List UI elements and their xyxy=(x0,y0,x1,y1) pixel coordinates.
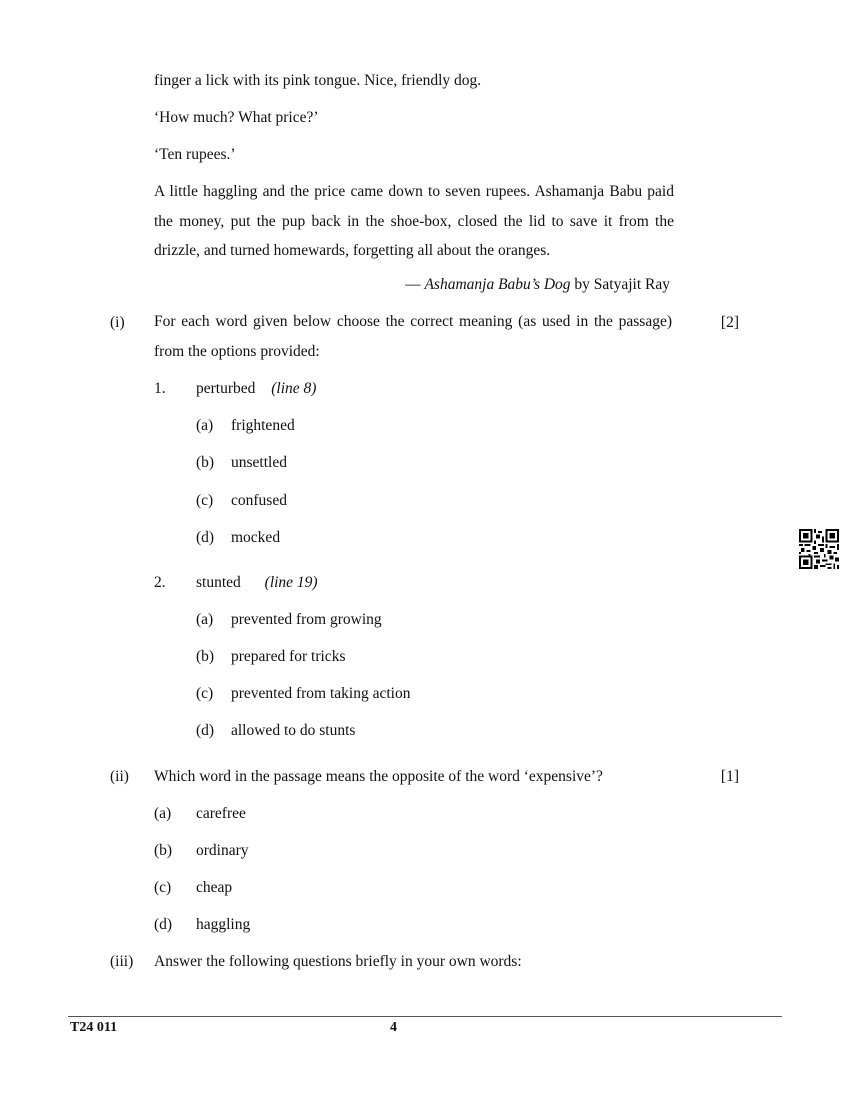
option-label: (a) xyxy=(154,805,172,822)
option-label: (d) xyxy=(196,529,215,546)
question-marks: [2] xyxy=(720,314,739,331)
sub-item-word xyxy=(196,380,316,398)
attribution-title: Ashamanja Babu’s Dog xyxy=(424,276,571,293)
sub-item-number: 2. xyxy=(154,574,166,591)
question-text: For each word given below choose the correct meaning (as used in the passage) from the options provided: xyxy=(154,313,672,360)
question-text: Answer the following questions briefly in your own words: xyxy=(154,953,522,970)
option-text: prevented from taking action xyxy=(231,685,411,702)
option-text: carefree xyxy=(196,805,246,822)
option-label: (a) xyxy=(196,611,214,628)
attribution-author: by Satyajit Ray xyxy=(574,276,670,293)
option-text: prepared for tricks xyxy=(231,648,346,665)
option-text: frightened xyxy=(231,417,295,434)
question-number: (i) xyxy=(110,314,125,331)
option-label: (c) xyxy=(196,685,214,702)
passage-line: ‘How much? What price?’ xyxy=(154,109,319,126)
option-text: confused xyxy=(231,492,287,509)
attribution xyxy=(405,276,670,294)
option-text: haggling xyxy=(196,916,251,933)
option-text: unsettled xyxy=(231,454,287,471)
option-text: mocked xyxy=(231,529,281,546)
option-label: (c) xyxy=(154,879,172,896)
attribution-dash: — xyxy=(405,276,421,293)
sub-item-number: 1. xyxy=(154,380,166,397)
option-label: (b) xyxy=(154,842,173,859)
passage-line: finger a lick with its pink tongue. Nice, friendly dog. xyxy=(154,72,482,89)
option-text: prevented from growing xyxy=(231,611,382,628)
word: stunted xyxy=(196,574,241,591)
option-label: (d) xyxy=(154,916,173,933)
line-ref: (line 8) xyxy=(271,380,317,397)
question-number: (iii) xyxy=(110,953,134,970)
passage-line: ‘Ten rupees.’ xyxy=(154,146,236,163)
page-number: 4 xyxy=(390,1020,397,1035)
question-marks: [1] xyxy=(720,768,739,785)
question-number: (ii) xyxy=(110,768,129,785)
option-label: (a) xyxy=(196,417,214,434)
option-text: cheap xyxy=(196,879,233,896)
option-text: ordinary xyxy=(196,842,249,859)
option-text: allowed to do stunts xyxy=(231,722,356,739)
footer-divider xyxy=(68,1016,782,1017)
line-ref: (line 19) xyxy=(264,574,318,591)
option-label: (d) xyxy=(196,722,215,739)
option-label: (b) xyxy=(196,648,215,665)
passage-paragraph: A little haggling and the price came down to seven rupees. Ashamanja Babu paid the money, put the pup back in the shoe-box, closed the lid to save it from the drizzle, and turned homewards, forgetting all about the oranges. xyxy=(154,183,674,259)
qr-code-icon xyxy=(799,529,839,569)
question-text: Which word in the passage means the opposite of the word ‘expensive’? xyxy=(154,768,603,785)
word: perturbed xyxy=(196,380,256,397)
option-label: (b) xyxy=(196,454,215,471)
option-label: (c) xyxy=(196,492,214,509)
sub-item-word xyxy=(196,574,318,592)
paper-code: T24 011 xyxy=(70,1020,118,1035)
